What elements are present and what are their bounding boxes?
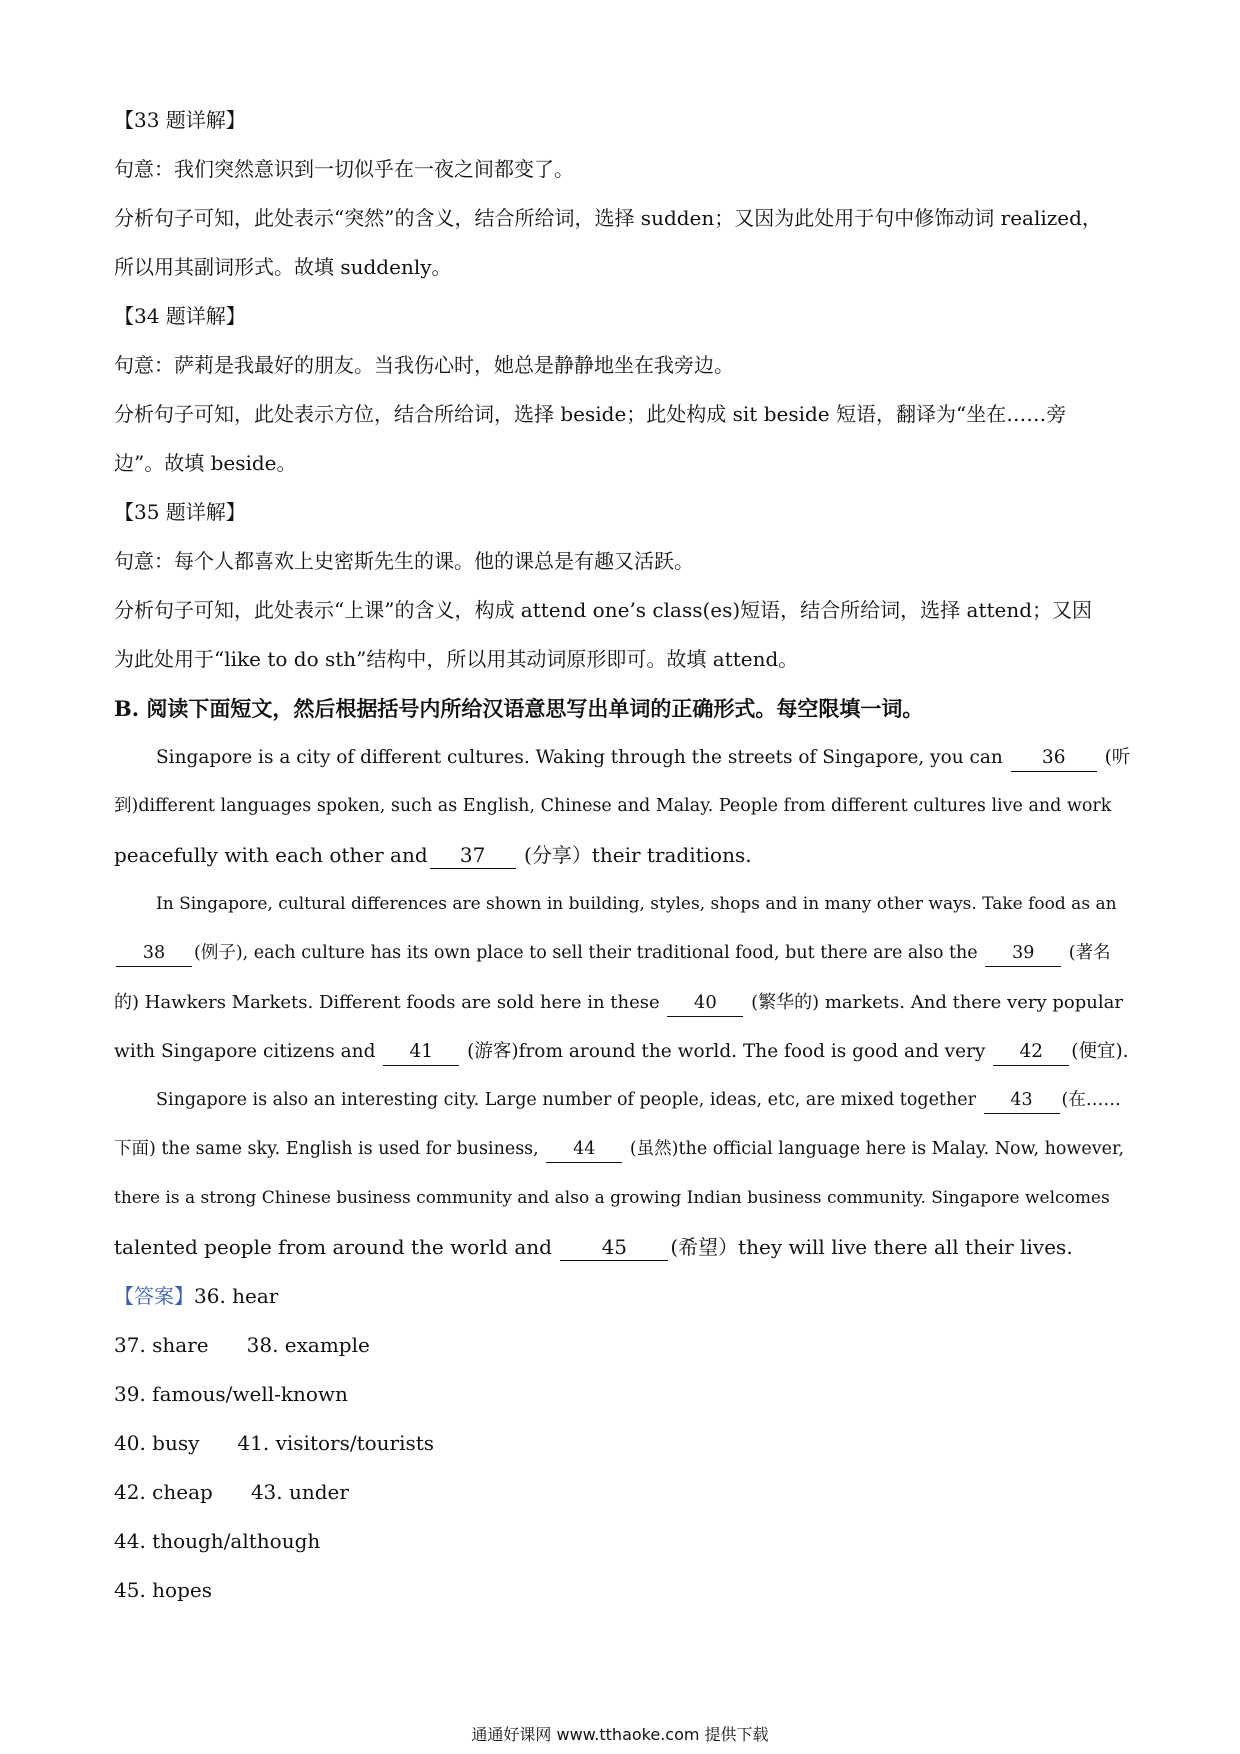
passage-text: (游客)from around the world. The food is good and very — [461, 1041, 992, 1062]
answer-line-2 — [114, 1321, 1130, 1370]
passage-p3-line3: there is a strong Chinese business community and also a growing Indian business community. Singapore welcomes — [114, 1188, 1110, 1208]
blank-40: 40 — [667, 990, 743, 1017]
explanation-analysis-35-line2: 为此处用于“like to do sth”结构中，所以用其动词原形即可。故填 attend。 — [114, 647, 799, 671]
explanation-meaning-34: 句意：萨莉是我最好的朋友。当我伤心时，她总是静静地坐在我旁边。 — [114, 353, 734, 377]
answer-38: 38. example — [246, 1333, 370, 1357]
passage-text: (例子), each culture has its own place to sell their traditional food, but there are also the — [194, 943, 984, 963]
passage-text: (虽然)the official language here is Malay. Now, however, — [624, 1139, 1125, 1159]
passage-p2-line4 — [114, 1027, 1130, 1076]
explanation-analysis-34-line2: 边”。故填 beside。 — [114, 451, 297, 475]
passage-text: 的) Hawkers Markets. Different foods are sold here in these — [114, 992, 666, 1013]
passage-text: (著名 — [1063, 943, 1111, 963]
passage-text: (便宜). — [1071, 1041, 1129, 1062]
explanation-analysis-34-line1: 分析句子可知，此处表示方位，结合所给词，选择 beside；此处构成 sit beside 短语，翻译为“坐在……旁 — [114, 402, 1067, 426]
passage-p1-line3 — [114, 831, 1130, 880]
passage-text: (希望）they will live there all their lives. — [670, 1235, 1073, 1259]
explanation-analysis-33-line2: 所以用其副词形式。故填 suddenly。 — [114, 255, 452, 279]
answer-40: 40. busy — [114, 1431, 200, 1455]
blank-39: 39 — [985, 940, 1061, 967]
passage-text: Singapore is also an interesting city. Large number of people, ideas, etc, are mixed together — [156, 1090, 982, 1110]
answer-line-1 — [114, 1272, 1130, 1321]
document-content — [114, 96, 1130, 1615]
answer-line-5 — [114, 1468, 1130, 1517]
answer-41: 41. visitors/tourists — [237, 1431, 435, 1455]
answer-39: 39. famous/well-known — [114, 1382, 348, 1406]
answer-44: 44. though/although — [114, 1529, 321, 1553]
blank-41: 41 — [383, 1039, 459, 1066]
passage-p1-line1 — [114, 733, 1130, 782]
passage-text: Singapore is a city of different cultures. Waking through the streets of Singapore, you can — [156, 747, 1009, 768]
explanation-meaning-33: 句意：我们突然意识到一切似乎在一夜之间都变了。 — [114, 157, 574, 181]
passage-p2-line2 — [114, 929, 1130, 978]
answer-37: 37. share — [114, 1333, 209, 1357]
passage-p3-line1 — [114, 1076, 1130, 1125]
answer-label: 【答案】 — [114, 1284, 194, 1308]
answer-45: 45. hopes — [114, 1578, 212, 1602]
passage-text: (在…… — [1061, 1090, 1121, 1110]
passage-p3-line4 — [114, 1223, 1130, 1272]
explanation-meaning-35: 句意：每个人都喜欢上史密斯先生的课。他的课总是有趣又活跃。 — [114, 549, 694, 573]
answer-43: 43. under — [250, 1480, 349, 1504]
explanation-title-34: 【34 题详解】 — [114, 304, 246, 328]
passage-p2-line3 — [114, 978, 1130, 1027]
blank-42: 42 — [993, 1039, 1069, 1066]
blank-37: 37 — [430, 842, 516, 869]
passage-text: talented people from around the world and — [114, 1235, 559, 1259]
blank-38: 38 — [116, 940, 192, 967]
answer-line-4 — [114, 1419, 1130, 1468]
passage-p1-line2: 到)different languages spoken, such as English, Chinese and Malay. People from different cultures live and work — [114, 796, 1112, 816]
blank-36: 36 — [1011, 745, 1097, 772]
answer-36: 36. hear — [194, 1284, 279, 1308]
passage-text: (听 — [1098, 747, 1131, 768]
passage-text: (分享）their traditions. — [517, 843, 752, 867]
explanation-title-33: 【33 题详解】 — [114, 108, 246, 132]
section-b-heading: B. 阅读下面短文，然后根据括号内所给汉语意思写出单词的正确形式。每空限填一词。 — [114, 696, 924, 721]
passage-text: peacefully with each other and — [114, 843, 428, 867]
blank-43: 43 — [984, 1087, 1060, 1114]
explanation-title-35: 【35 题详解】 — [114, 500, 246, 524]
blank-45: 45 — [560, 1234, 668, 1261]
passage-text: (繁华的) markets. And there very popular — [745, 992, 1123, 1013]
passage-p3-line2 — [114, 1125, 1130, 1174]
explanation-analysis-35-line1: 分析句子可知，此处表示“上课”的含义，构成 attend one’s class(es)短语，结合所给词，选择 attend；又因 — [114, 598, 1093, 622]
explanation-analysis-33-line1: 分析句子可知，此处表示“突然”的含义，结合所给词，选择 sudden；又因为此处用于句中修饰动词 realized， — [114, 206, 1102, 230]
answer-42: 42. cheap — [114, 1480, 213, 1504]
passage-text: with Singapore citizens and — [114, 1041, 382, 1062]
passage-p2-line1: In Singapore, cultural differences are shown in building, styles, shops and in many other ways. Take food as an — [156, 894, 1117, 914]
passage-text: 下面) the same sky. English is used for business, — [114, 1139, 545, 1159]
blank-44: 44 — [546, 1136, 622, 1163]
page-footer: 通通好课网 www.tthaoke.com 提供下载 — [471, 1725, 769, 1744]
